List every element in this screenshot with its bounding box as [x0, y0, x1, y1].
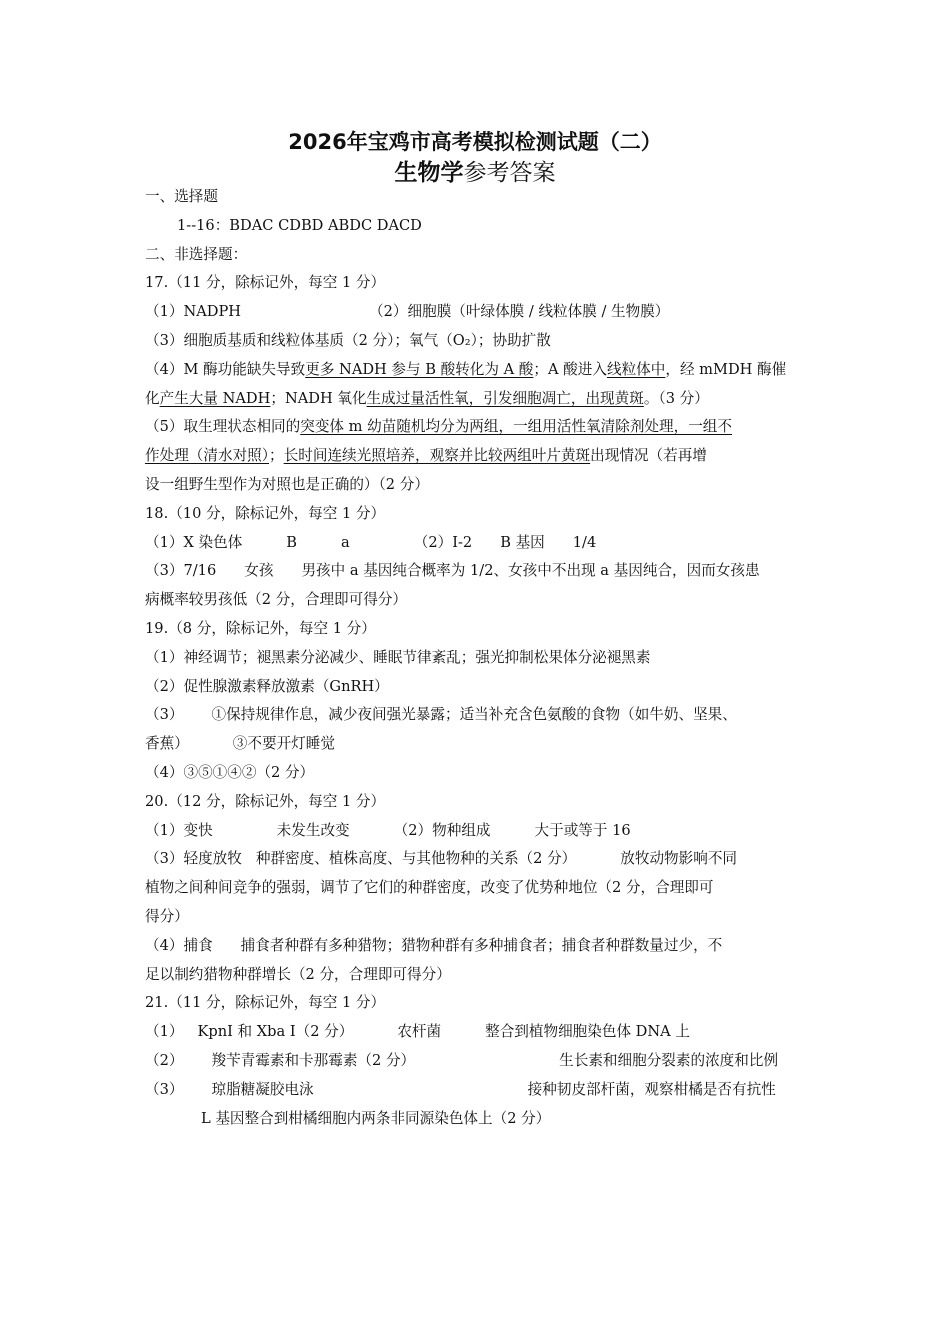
q18-line: 病概率较男孩低（2 分，合理即可得分）	[145, 591, 408, 609]
q21-answer: 羧苄青霉素和卡那霉素（2 分）	[211, 1051, 416, 1069]
q21-line: L 基因整合到柑橘细胞内两条非同源染色体上（2 分）	[201, 1109, 551, 1127]
q21-answer: KpnⅠ 和 Xba Ⅰ（2 分）	[197, 1023, 354, 1041]
q17-line	[145, 442, 810, 471]
q20-answer: 放牧动物影响不同	[620, 850, 738, 868]
q17-text: ；NADH 氧化	[270, 389, 367, 407]
q18-answer: （2）Ⅰ-2	[413, 533, 473, 551]
q21-text: （2）	[145, 1051, 184, 1069]
q18-answer: a	[341, 533, 350, 551]
q19-text: 香蕉）	[145, 735, 189, 753]
q21-line	[145, 1018, 810, 1047]
q18-answer: 1/4	[572, 533, 597, 551]
q17-line: （3）细胞质基质和线粒体基质（2 分）；氧气（O₂）；协助扩散	[145, 331, 551, 349]
q17-text: 。（3 分）	[643, 389, 709, 407]
q17-underlined-text: 线粒体中	[606, 360, 666, 378]
q18-line	[145, 529, 810, 558]
q19-text: ①保持规律作息，减少夜间强光暴露；适当补充含色氨酸的食物（如牛奶、坚果、	[211, 706, 737, 724]
q18-answer: B	[286, 533, 298, 551]
q21-answer: 整合到植物细胞染色体 DNA 上	[485, 1023, 690, 1041]
q19-text: （3）	[145, 706, 184, 724]
q21-answer: 接种韧皮部杆菌，观察柑橘是否有抗性	[527, 1080, 776, 1098]
q20-answer: （1）变快	[145, 821, 213, 839]
q19-line: （1）神经调节；褪黑素分泌减少、睡眠节律紊乱；强光抑制松果体分泌褪黑素	[145, 648, 651, 666]
q17-underlined-text: 生成过量活性氧，引发细胞凋亡，出现黄斑	[366, 389, 644, 407]
q17-underlined-text: 更多 NADH 参与 B 酸转化为 A 酸	[305, 360, 534, 378]
q20-line: 得分）	[145, 907, 189, 925]
q19-header: 19.（8 分，除标记外，每空 1 分）	[145, 619, 376, 637]
q18-answer: 女孩	[244, 562, 274, 580]
q17-answer-2: （2）细胞膜（叶绿体膜 / 线粒体膜 / 生物膜）	[369, 303, 670, 321]
q20-line	[145, 932, 810, 961]
q20-answer: 大于或等于 16	[534, 821, 631, 839]
exam-title: 2026年宝鸡市高考模拟检测试题（二）	[288, 130, 662, 154]
q18-header: 18.（10 分，除标记外，每空 1 分）	[145, 504, 386, 522]
q20-answer: 未发生改变	[276, 821, 350, 839]
q20-line	[145, 817, 810, 846]
choice-answers: 1--16：BDAC CDBD ABDC DACD	[177, 216, 422, 234]
answer-body	[145, 183, 810, 1133]
q17-text: ；	[269, 447, 284, 465]
subtitle-suffix: 参考答案	[463, 160, 556, 186]
q17-text: ；A 酸进入	[533, 360, 607, 378]
q20-answer: （4）捕食	[145, 936, 213, 954]
q18-answer: B 基因	[500, 533, 545, 551]
q17-underlined-text: 作处理（清水对照）	[145, 447, 270, 465]
q17-text: （4）M 酶功能缺失导致	[145, 360, 306, 378]
q19-text: ③不要开灯睡觉	[232, 735, 335, 753]
q17-text: （5）取生理状态相同的	[145, 418, 301, 436]
q20-answer: （3）轻度放牧	[145, 850, 242, 868]
q17-line	[145, 413, 810, 442]
q17-underlined-text: 产生大量 NADH	[159, 389, 271, 407]
q18-answer: （1）X 染色体	[145, 533, 243, 551]
q21-answer: 农杆菌	[397, 1023, 442, 1041]
q21-answer: 生长素和细胞分裂素的浓度和比例	[559, 1051, 779, 1069]
q20-answer: 种群密度、植株高度、与其他物种的关系（2 分）	[255, 850, 577, 868]
q21-answer: 琼脂糖凝胶电泳	[211, 1080, 314, 1098]
q18-line	[145, 557, 810, 586]
q17-underlined-text: 突变体 m 幼苗随机均分为两组，一组用活性氧清除剂处理，一组不	[300, 418, 732, 436]
q21-header: 21.（11 分，除标记外，每空 1 分）	[145, 994, 386, 1012]
q17-text: ，经 mMDH 酶催	[665, 360, 787, 378]
q20-line: 植物之间种间竞争的强弱，调节了它们的种群密度，改变了优势种地位（2 分，合理即可	[145, 879, 714, 897]
q19-line	[145, 701, 810, 730]
q17-line	[145, 298, 810, 327]
q17-text: 化	[145, 389, 160, 407]
q19-line	[145, 730, 810, 759]
q21-text: （3）	[145, 1080, 184, 1098]
q20-answer: 捕食者种群有多种猎物；猎物种群有多种捕食者；捕食者种群数量过少，不	[240, 936, 723, 954]
q20-line	[145, 845, 810, 874]
q18-answer: （3）7/16	[145, 562, 217, 580]
q20-answer: （2）物种组成	[393, 821, 491, 839]
subject-name: 生物学	[394, 160, 464, 186]
q20-line: 足以制约猎物种群增长（2 分，合理即可得分）	[145, 965, 451, 983]
section-heading-nonchoice: 二、非选择题：	[145, 245, 248, 263]
q21-text: （1）	[145, 1023, 184, 1041]
q17-underlined-text: 长时间连续光照培养，观察并比较两组叶片黄斑	[283, 447, 591, 465]
q20-header: 20.（12 分，除标记外，每空 1 分）	[145, 792, 386, 810]
q18-answer: 男孩中 a 基因纯合概率为 1/2、女孩中不出现 a 基因纯合，因而女孩患	[301, 562, 760, 580]
q19-line: （4）③⑤①④②（2 分）	[145, 763, 315, 781]
q17-line	[145, 385, 810, 414]
q17-text: 出现情况（若再增	[590, 447, 707, 465]
q21-line	[145, 1047, 810, 1076]
q17-answer-1: （1）NADPH	[145, 303, 242, 321]
q21-line	[145, 1076, 810, 1105]
q17-line: 设一组野生型作为对照也是正确的）（2 分）	[145, 475, 429, 493]
q17-line	[145, 356, 810, 385]
q19-line: （2）促性腺激素释放激素（GnRH）	[145, 677, 389, 695]
section-heading-choice: 一、选择题	[145, 188, 218, 205]
q17-header: 17.（11 分，除标记外，每空 1 分）	[145, 274, 386, 292]
